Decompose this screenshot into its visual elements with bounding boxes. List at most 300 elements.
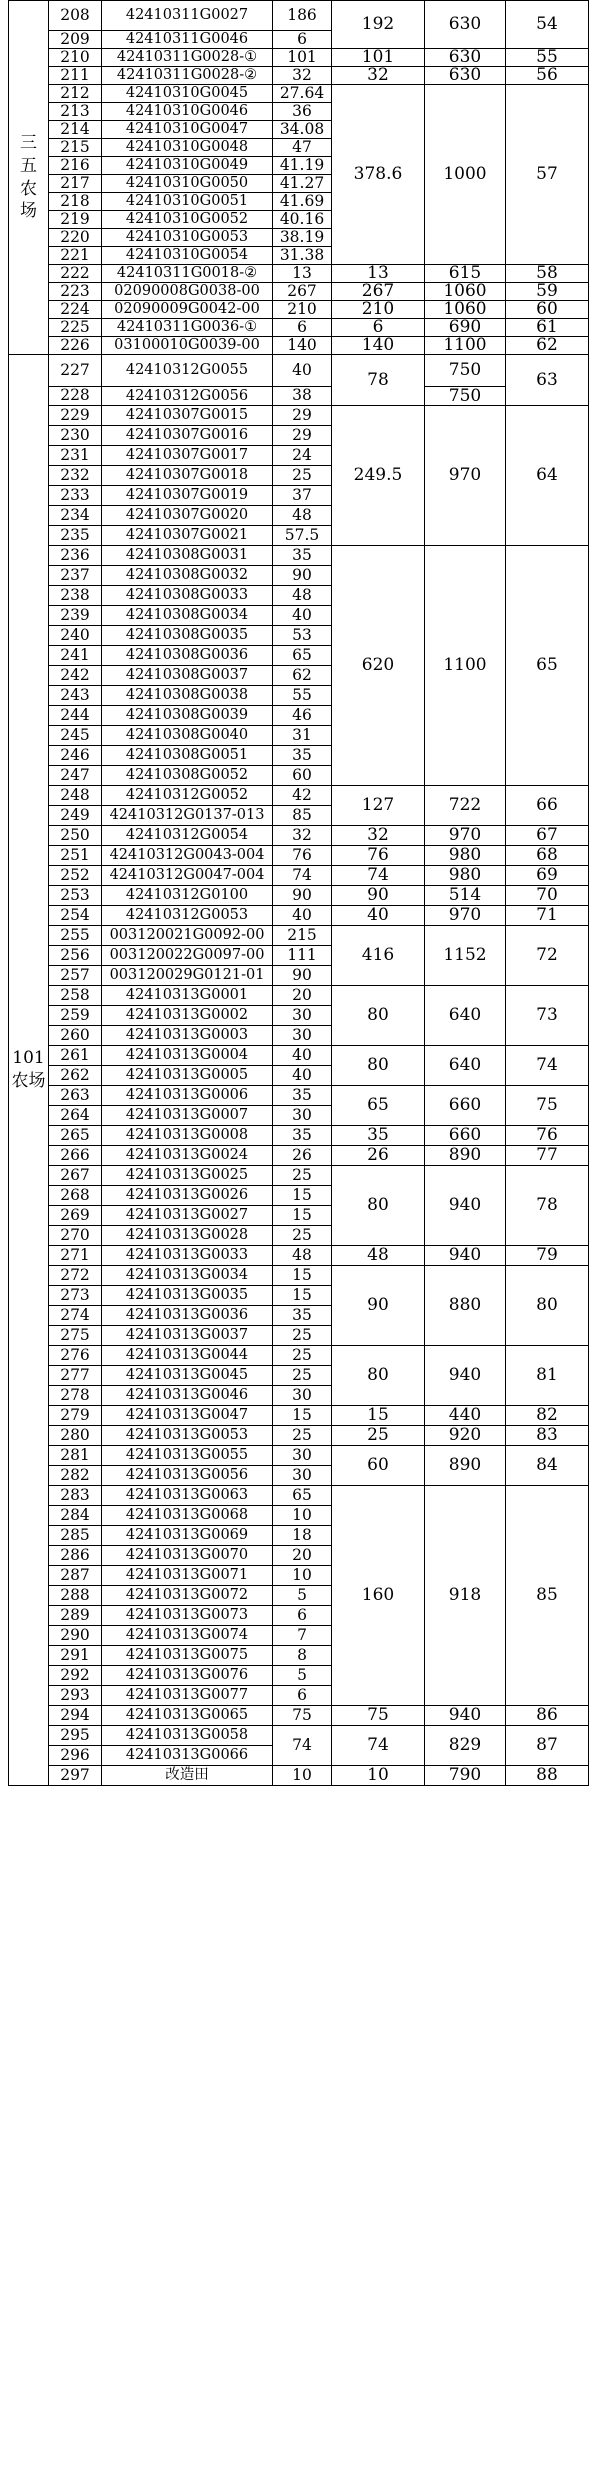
group-total-area: 74	[332, 1726, 425, 1766]
parcel-area: 30	[273, 1106, 332, 1126]
row-number: 240	[49, 626, 102, 646]
parcel-area: 48	[273, 586, 332, 606]
unit-price: 1100	[425, 337, 506, 355]
parcel-code: 42410310G0046	[102, 103, 273, 121]
parcel-area: 31	[273, 726, 332, 746]
row-number: 284	[49, 1506, 102, 1526]
parcel-code: 改造田	[102, 1766, 273, 1786]
parcel-code: 42410313G0001	[102, 986, 273, 1006]
parcel-code: 42410313G0003	[102, 1026, 273, 1046]
parcel-area: 40	[273, 355, 332, 387]
parcel-code: 003120021G0092-00	[102, 926, 273, 946]
group-total-area: 65	[332, 1086, 425, 1126]
parcel-area: 35	[273, 546, 332, 566]
parcel-code: 42410313G0075	[102, 1646, 273, 1666]
row-number: 278	[49, 1386, 102, 1406]
row-number: 230	[49, 426, 102, 446]
parcel-code: 42410310G0049	[102, 157, 273, 175]
parcel-code: 42410312G0047-004	[102, 866, 273, 886]
row-number: 263	[49, 1086, 102, 1106]
row-number: 296	[49, 1746, 102, 1766]
row-number: 211	[49, 67, 102, 85]
parcel-code: 03100010G0039-00	[102, 337, 273, 355]
parcel-code: 42410313G0025	[102, 1166, 273, 1186]
parcel-code: 42410308G0035	[102, 626, 273, 646]
table-row	[9, 319, 589, 337]
parcel-area: 15	[273, 1406, 332, 1426]
row-number: 276	[49, 1346, 102, 1366]
group-total-area: 80	[332, 1166, 425, 1246]
row-number: 212	[49, 85, 102, 103]
parcel-area: 41.27	[273, 175, 332, 193]
parcel-code: 42410313G0063	[102, 1486, 273, 1506]
parcel-area: 40	[273, 1066, 332, 1086]
group-total-area: 26	[332, 1146, 425, 1166]
parcel-area: 40	[273, 1046, 332, 1066]
parcel-code: 42410307G0020	[102, 506, 273, 526]
parcel-code: 42410312G0100	[102, 886, 273, 906]
row-number: 218	[49, 193, 102, 211]
parcel-code: 42410311G0018-②	[102, 265, 273, 283]
group-total-area: 60	[332, 1446, 425, 1486]
row-number: 271	[49, 1246, 102, 1266]
row-number: 253	[49, 886, 102, 906]
row-number: 238	[49, 586, 102, 606]
unit-price: 630	[425, 67, 506, 85]
group-number: 72	[506, 926, 589, 986]
parcel-code: 42410310G0051	[102, 193, 273, 211]
table-row	[9, 406, 589, 426]
parcel-code: 42410313G0066	[102, 1746, 273, 1766]
parcel-area: 6	[273, 31, 332, 49]
group-number: 85	[506, 1486, 589, 1706]
parcel-area: 101	[273, 49, 332, 67]
group-number: 60	[506, 301, 589, 319]
row-number: 216	[49, 157, 102, 175]
parcel-code: 02090008G0038-00	[102, 283, 273, 301]
group-number: 61	[506, 319, 589, 337]
group-number: 73	[506, 986, 589, 1046]
parcel-area: 31.38	[273, 247, 332, 265]
row-number: 259	[49, 1006, 102, 1026]
row-number: 275	[49, 1326, 102, 1346]
row-number: 223	[49, 283, 102, 301]
parcel-code: 42410310G0052	[102, 211, 273, 229]
parcel-area: 37	[273, 486, 332, 506]
parcel-code: 42410313G0071	[102, 1566, 273, 1586]
parcel-area: 32	[273, 826, 332, 846]
row-number: 297	[49, 1766, 102, 1786]
table-row	[9, 1126, 589, 1146]
parcel-area: 47	[273, 139, 332, 157]
parcel-code: 42410312G0055	[102, 355, 273, 387]
parcel-area: 10	[273, 1766, 332, 1786]
parcel-code: 42410307G0019	[102, 486, 273, 506]
table-row	[9, 85, 589, 103]
unit-price: 750	[425, 387, 506, 406]
parcel-code: 42410313G0004	[102, 1046, 273, 1066]
group-total-area: 15	[332, 1406, 425, 1426]
group-total-area: 80	[332, 1346, 425, 1406]
group-total-area: 160	[332, 1486, 425, 1706]
parcel-code: 42410313G0058	[102, 1726, 273, 1746]
parcel-area: 15	[273, 1266, 332, 1286]
group-number: 55	[506, 49, 589, 67]
group-number: 88	[506, 1766, 589, 1786]
table-row	[9, 986, 589, 1006]
parcel-area: 15	[273, 1286, 332, 1306]
parcel-area: 65	[273, 1486, 332, 1506]
parcel-area: 41.19	[273, 157, 332, 175]
farm-name-cell	[9, 355, 49, 1786]
group-total-area: 75	[332, 1706, 425, 1726]
row-number: 258	[49, 986, 102, 1006]
table-row	[9, 387, 589, 406]
group-number: 86	[506, 1706, 589, 1726]
parcel-area: 30	[273, 1446, 332, 1466]
parcel-code: 42410308G0039	[102, 706, 273, 726]
group-total-area: 249.5	[332, 406, 425, 546]
parcel-code: 42410311G0036-①	[102, 319, 273, 337]
group-total-area: 140	[332, 337, 425, 355]
row-number: 281	[49, 1446, 102, 1466]
parcel-area: 48	[273, 1246, 332, 1266]
table-row	[9, 1766, 589, 1786]
table-row	[9, 283, 589, 301]
parcel-area: 76	[273, 846, 332, 866]
parcel-area: 15	[273, 1186, 332, 1206]
table-row	[9, 1346, 589, 1366]
parcel-code: 42410312G0053	[102, 906, 273, 926]
unit-price: 640	[425, 986, 506, 1046]
unit-price: 1000	[425, 85, 506, 265]
parcel-area: 29	[273, 426, 332, 446]
parcel-code: 02090009G0042-00	[102, 301, 273, 319]
table-row	[9, 337, 589, 355]
unit-price: 970	[425, 906, 506, 926]
parcel-code: 42410313G0006	[102, 1086, 273, 1106]
parcel-area: 25	[273, 1426, 332, 1446]
unit-price: 1152	[425, 926, 506, 986]
group-total-area: 378.6	[332, 85, 425, 265]
unit-price: 790	[425, 1766, 506, 1786]
group-number: 64	[506, 406, 589, 546]
parcel-code: 42410313G0028	[102, 1226, 273, 1246]
parcel-area: 35	[273, 1126, 332, 1146]
parcel-code: 42410308G0032	[102, 566, 273, 586]
row-number: 245	[49, 726, 102, 746]
table-row	[9, 1706, 589, 1726]
row-number: 277	[49, 1366, 102, 1386]
parcel-area: 111	[273, 946, 332, 966]
group-total-area: 76	[332, 846, 425, 866]
group-number: 71	[506, 906, 589, 926]
parcel-area: 48	[273, 506, 332, 526]
parcel-code: 42410311G0027	[102, 1, 273, 31]
row-number: 250	[49, 826, 102, 846]
parcel-code: 42410308G0037	[102, 666, 273, 686]
parcel-area: 85	[273, 806, 332, 826]
row-number: 287	[49, 1566, 102, 1586]
row-number: 221	[49, 247, 102, 265]
group-number: 81	[506, 1346, 589, 1406]
parcel-code: 42410307G0016	[102, 426, 273, 446]
group-total-area: 13	[332, 265, 425, 283]
parcel-code: 42410313G0008	[102, 1126, 273, 1146]
parcel-code: 42410313G0005	[102, 1066, 273, 1086]
row-number: 291	[49, 1646, 102, 1666]
row-number: 235	[49, 526, 102, 546]
parcel-area: 210	[273, 301, 332, 319]
row-number: 247	[49, 766, 102, 786]
parcel-area: 140	[273, 337, 332, 355]
row-number: 244	[49, 706, 102, 726]
unit-price: 630	[425, 1, 506, 49]
group-total-area: 192	[332, 1, 425, 49]
parcel-code: 42410308G0052	[102, 766, 273, 786]
unit-price: 970	[425, 826, 506, 846]
row-number: 272	[49, 1266, 102, 1286]
group-total-area: 90	[332, 1266, 425, 1346]
parcel-area: 90	[273, 566, 332, 586]
group-number: 65	[506, 546, 589, 786]
farm-name: 101 农场	[11, 1048, 46, 1091]
group-total-area: 32	[332, 826, 425, 846]
row-number: 239	[49, 606, 102, 626]
parcel-code: 42410310G0045	[102, 85, 273, 103]
parcel-code: 42410311G0028-②	[102, 67, 273, 85]
table-row	[9, 786, 589, 806]
row-number: 289	[49, 1606, 102, 1626]
parcel-area: 25	[273, 1166, 332, 1186]
group-total-area: 127	[332, 786, 425, 826]
parcel-area: 215	[273, 926, 332, 946]
group-total-area: 48	[332, 1246, 425, 1266]
parcel-area: 40	[273, 906, 332, 926]
parcel-area: 74	[273, 866, 332, 886]
group-number: 70	[506, 886, 589, 906]
group-number: 75	[506, 1086, 589, 1126]
row-number: 254	[49, 906, 102, 926]
row-number: 252	[49, 866, 102, 886]
unit-price: 980	[425, 866, 506, 886]
table-row	[9, 49, 589, 67]
parcel-code: 42410313G0026	[102, 1186, 273, 1206]
parcel-code: 42410308G0034	[102, 606, 273, 626]
group-total-area: 25	[332, 1426, 425, 1446]
parcel-code: 42410313G0036	[102, 1306, 273, 1326]
parcel-code: 42410312G0137-013	[102, 806, 273, 826]
parcel-code: 42410308G0033	[102, 586, 273, 606]
group-total-area: 35	[332, 1126, 425, 1146]
unit-price: 920	[425, 1426, 506, 1446]
row-number: 237	[49, 566, 102, 586]
row-number: 267	[49, 1166, 102, 1186]
parcel-code: 42410310G0047	[102, 121, 273, 139]
table-row	[9, 1426, 589, 1446]
parcel-area: 75	[273, 1706, 332, 1726]
table-row	[9, 355, 589, 387]
row-number: 243	[49, 686, 102, 706]
parcel-code: 42410312G0054	[102, 826, 273, 846]
parcel-area: 35	[273, 1086, 332, 1106]
parcel-code: 42410312G0052	[102, 786, 273, 806]
parcel-area: 65	[273, 646, 332, 666]
parcel-area: 13	[273, 265, 332, 283]
parcel-code: 42410308G0036	[102, 646, 273, 666]
parcel-code: 003120022G0097-00	[102, 946, 273, 966]
row-number: 280	[49, 1426, 102, 1446]
parcel-code: 42410313G0035	[102, 1286, 273, 1306]
parcel-area: 25	[273, 1326, 332, 1346]
group-number: 74	[506, 1046, 589, 1086]
parcel-area: 30	[273, 1386, 332, 1406]
parcel-area: 90	[273, 966, 332, 986]
group-total-area: 10	[332, 1766, 425, 1786]
parcel-code: 42410310G0050	[102, 175, 273, 193]
parcel-area: 55	[273, 686, 332, 706]
parcel-code: 42410313G0073	[102, 1606, 273, 1626]
row-number: 241	[49, 646, 102, 666]
parcel-area: 53	[273, 626, 332, 646]
row-number: 288	[49, 1586, 102, 1606]
parcel-area: 25	[273, 1346, 332, 1366]
group-total-area: 90	[332, 886, 425, 906]
row-number: 255	[49, 926, 102, 946]
parcel-code: 42410312G0043-004	[102, 846, 273, 866]
unit-price: 722	[425, 786, 506, 826]
unit-price: 980	[425, 846, 506, 866]
table-row	[9, 1, 589, 31]
group-number: 79	[506, 1246, 589, 1266]
row-number: 270	[49, 1226, 102, 1246]
farm-name: 三五农场	[20, 132, 37, 222]
group-number: 84	[506, 1446, 589, 1486]
parcel-area: 74	[273, 1726, 332, 1766]
unit-price: 940	[425, 1346, 506, 1406]
parcel-area: 10	[273, 1566, 332, 1586]
parcel-area: 7	[273, 1626, 332, 1646]
parcel-code: 42410313G0007	[102, 1106, 273, 1126]
parcel-code: 42410308G0051	[102, 746, 273, 766]
group-total-area: 101	[332, 49, 425, 67]
unit-price: 630	[425, 49, 506, 67]
parcel-code: 42410313G0045	[102, 1366, 273, 1386]
parcel-area: 18	[273, 1526, 332, 1546]
parcel-code: 42410308G0031	[102, 546, 273, 566]
row-number: 246	[49, 746, 102, 766]
row-number: 228	[49, 387, 102, 406]
table-row	[9, 1406, 589, 1426]
table-row	[9, 1146, 589, 1166]
parcel-area: 34.08	[273, 121, 332, 139]
unit-price: 918	[425, 1486, 506, 1706]
row-number: 286	[49, 1546, 102, 1566]
parcel-code: 42410313G0044	[102, 1346, 273, 1366]
unit-price: 615	[425, 265, 506, 283]
parcel-code: 42410310G0053	[102, 229, 273, 247]
parcel-area: 32	[273, 67, 332, 85]
parcel-area: 30	[273, 1466, 332, 1486]
group-number: 69	[506, 866, 589, 886]
row-number: 232	[49, 466, 102, 486]
unit-price: 1060	[425, 301, 506, 319]
parcel-area: 20	[273, 986, 332, 1006]
row-number: 224	[49, 301, 102, 319]
row-number: 251	[49, 846, 102, 866]
row-number: 220	[49, 229, 102, 247]
unit-price: 880	[425, 1266, 506, 1346]
row-number: 256	[49, 946, 102, 966]
parcel-area: 29	[273, 406, 332, 426]
parcel-code: 42410307G0021	[102, 526, 273, 546]
parcel-area: 267	[273, 283, 332, 301]
table-row	[9, 926, 589, 946]
parcel-area: 90	[273, 886, 332, 906]
row-number: 231	[49, 446, 102, 466]
row-number: 283	[49, 1486, 102, 1506]
parcel-code: 42410313G0077	[102, 1686, 273, 1706]
parcel-area: 36	[273, 103, 332, 121]
unit-price: 660	[425, 1126, 506, 1146]
parcel-code: 003120029G0121-01	[102, 966, 273, 986]
parcel-code: 42410307G0017	[102, 446, 273, 466]
farm-name-cell	[9, 1, 49, 355]
row-number: 273	[49, 1286, 102, 1306]
table-row	[9, 1046, 589, 1066]
row-number: 274	[49, 1306, 102, 1326]
table-row	[9, 1266, 589, 1286]
row-number: 264	[49, 1106, 102, 1126]
parcel-code: 42410313G0068	[102, 1506, 273, 1526]
group-number: 83	[506, 1426, 589, 1446]
parcel-area: 6	[273, 1686, 332, 1706]
row-number: 262	[49, 1066, 102, 1086]
group-number: 68	[506, 846, 589, 866]
parcel-area: 8	[273, 1646, 332, 1666]
parcel-code: 42410312G0056	[102, 387, 273, 406]
table-row	[9, 886, 589, 906]
parcel-area: 57.5	[273, 526, 332, 546]
row-number: 282	[49, 1466, 102, 1486]
row-number: 219	[49, 211, 102, 229]
table-row	[9, 1246, 589, 1266]
group-number: 56	[506, 67, 589, 85]
group-number: 63	[506, 355, 589, 406]
parcel-code: 42410313G0034	[102, 1266, 273, 1286]
unit-price: 940	[425, 1706, 506, 1726]
row-number: 234	[49, 506, 102, 526]
parcel-code: 42410313G0070	[102, 1546, 273, 1566]
group-number: 82	[506, 1406, 589, 1426]
land-parcel-table	[8, 0, 589, 1786]
parcel-area: 25	[273, 1366, 332, 1386]
row-number: 292	[49, 1666, 102, 1686]
table-row	[9, 265, 589, 283]
table-row	[9, 826, 589, 846]
row-number: 214	[49, 121, 102, 139]
row-number: 269	[49, 1206, 102, 1226]
table-row	[9, 67, 589, 85]
parcel-area: 35	[273, 746, 332, 766]
parcel-area: 186	[273, 1, 332, 31]
parcel-code: 42410307G0015	[102, 406, 273, 426]
row-number: 208	[49, 1, 102, 31]
table-row	[9, 1166, 589, 1186]
row-number: 249	[49, 806, 102, 826]
parcel-area: 5	[273, 1666, 332, 1686]
table-row	[9, 1086, 589, 1106]
